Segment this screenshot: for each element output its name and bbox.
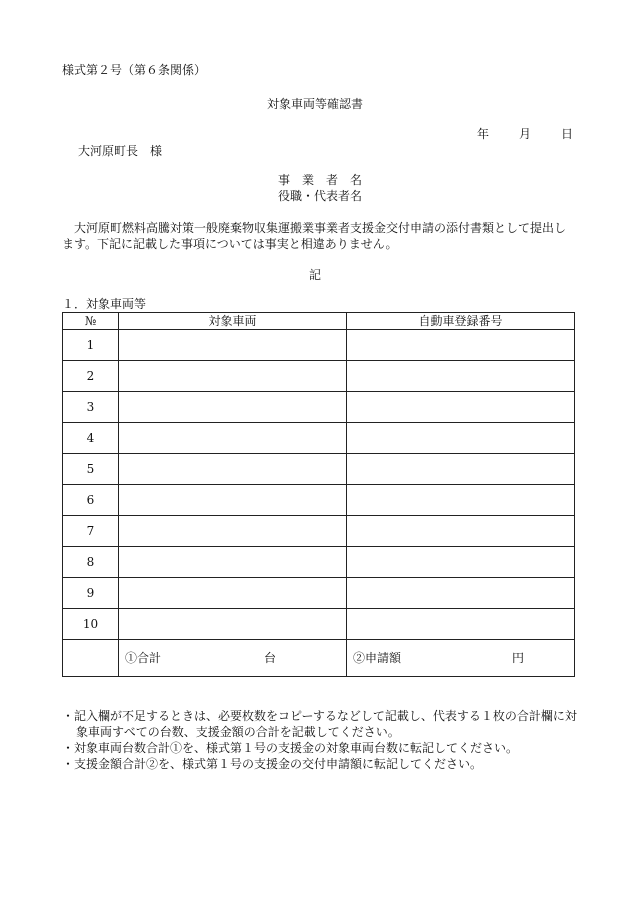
registration-cell[interactable] [347, 547, 575, 578]
vehicle-cell[interactable] [119, 392, 347, 423]
vehicle-cell[interactable] [119, 578, 347, 609]
vehicle-cell[interactable] [119, 609, 347, 640]
total-vehicles-cell[interactable] [119, 640, 347, 677]
row-number: 8 [63, 547, 119, 578]
date-year-label: 年 [477, 127, 490, 141]
total-vehicles-label: ①合計 [125, 651, 162, 666]
table-row [63, 454, 575, 485]
total-amount-label: ②申請額 [353, 651, 402, 666]
row-number: 9 [63, 578, 119, 609]
header-vehicle: 対象車両 [119, 313, 347, 330]
header-registration: 自動車登録番号 [347, 313, 575, 330]
section-heading: １．対象車両等 [62, 297, 147, 311]
table-row [63, 516, 575, 547]
total-row [63, 640, 575, 677]
row-number: 10 [63, 609, 119, 640]
row-number: 3 [63, 392, 119, 423]
vehicle-cell[interactable] [119, 361, 347, 392]
total-amount-unit: 円 [511, 651, 524, 666]
table-row [63, 423, 575, 454]
registration-cell[interactable] [347, 516, 575, 547]
table-row [63, 485, 575, 516]
note-item: ・記入欄が不足するときは、必要枚数をコピーするなどして記載し、代表する１枚の合計欄に対象車両すべての台数、支援金額の合計を記載してください。 [62, 709, 577, 739]
vehicle-cell[interactable] [119, 454, 347, 485]
table-row [63, 547, 575, 578]
note-item: ・支援金額合計②を、様式第１号の支援金の交付申請額に転記してください。 [62, 757, 483, 771]
date-line [477, 126, 573, 142]
row-number: 7 [63, 516, 119, 547]
total-amount-cell[interactable] [347, 640, 575, 677]
representative-label: 役職・代表者名 [278, 189, 363, 203]
vehicle-table [62, 312, 575, 677]
table-row [63, 392, 575, 423]
declaration-text: 大河原町燃料高騰対策一般廃棄物収集運搬業事業者支援金交付申請の添付書類として提出します。下記に記載した事項については事実と相違ありません。 [62, 221, 567, 251]
table-row [63, 578, 575, 609]
registration-cell[interactable] [347, 361, 575, 392]
vehicle-cell[interactable] [119, 485, 347, 516]
vehicle-cell[interactable] [119, 547, 347, 578]
total-vehicles-unit: 台 [263, 651, 276, 666]
total-row-blank [63, 640, 119, 677]
table-row [63, 330, 575, 361]
registration-cell[interactable] [347, 485, 575, 516]
note-item: ・対象車両台数合計①を、様式第１号の支援金の対象車両台数に転記してください。 [62, 741, 519, 755]
addressee: 大河原町長 様 [78, 144, 163, 158]
registration-cell[interactable] [347, 423, 575, 454]
row-number: 6 [63, 485, 119, 516]
registration-cell[interactable] [347, 330, 575, 361]
date-month-label: 月 [519, 127, 532, 141]
table-row [63, 609, 575, 640]
table-header-row [63, 313, 575, 330]
notes [62, 708, 582, 772]
header-no: № [63, 313, 119, 330]
registration-cell[interactable] [347, 609, 575, 640]
row-number: 5 [63, 454, 119, 485]
date-day-label: 日 [561, 127, 574, 141]
ki-heading: 記 [308, 268, 321, 282]
vehicle-cell[interactable] [119, 516, 347, 547]
vehicle-cell[interactable] [119, 330, 347, 361]
table-row [63, 361, 575, 392]
registration-cell[interactable] [347, 392, 575, 423]
page-title: 対象車両等確認書 [266, 97, 363, 111]
row-number: 2 [63, 361, 119, 392]
form-number: 様式第２号（第６条関係） [62, 63, 207, 77]
vehicle-cell[interactable] [119, 423, 347, 454]
business-name-label: 事業者名 [278, 173, 375, 187]
registration-cell[interactable] [347, 578, 575, 609]
registration-cell[interactable] [347, 454, 575, 485]
row-number: 4 [63, 423, 119, 454]
row-number: 1 [63, 330, 119, 361]
